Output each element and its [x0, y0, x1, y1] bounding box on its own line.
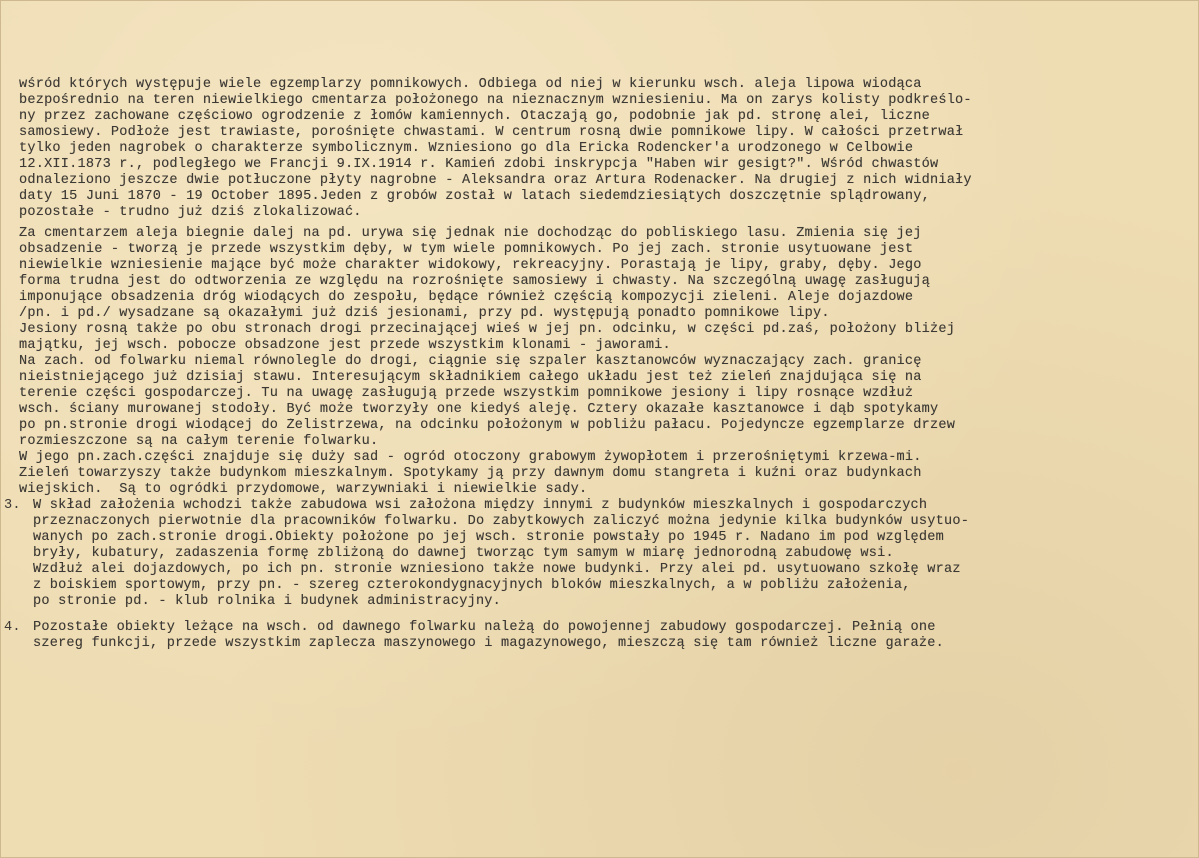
- text-line: bezpośrednio na teren niewielkiego cmentarza położonego na nieznacznym wzniesieniu. Ma on zarys kolisty podkreślo-: [19, 93, 972, 108]
- text-line: ny przez zachowane częściowo ogrodzenie z łomów kamiennych. Otaczają go, podobnie jak pd. stronę alei, liczne: [19, 109, 930, 124]
- paragraph-number: 3.: [4, 498, 21, 513]
- text-line: bryły, kubatury, zadaszenia formę zbliżoną do dawnej tworząc tym samym w miarę jednorodną zabudowę wsi.: [33, 546, 894, 561]
- paragraph-cemetery: [19, 77, 1191, 221]
- text-line: Wzdłuż alei dojazdowych, po ich pn. stronie wzniesiono także nowe budynki. Przy alei pd. usytuowano szkołę wraz: [33, 562, 961, 577]
- text-line: Za cmentarzem aleja biegnie dalej na pd. urywa się jednak nie dochodząc do pobliskiego lasu. Zmienia się jej: [19, 226, 922, 241]
- paragraph-greenery: [19, 226, 1191, 498]
- text-line: majątku, jej wsch. pobocze obsadzone jest przede wszystkim klonami - jaworami.: [19, 338, 671, 353]
- text-line: rozmieszczone są na całym terenie folwarku.: [19, 434, 379, 449]
- text-line: wiejskich. Są to ogródki przydomowe, warzywniaki i niewielkie sady.: [19, 482, 588, 497]
- text-line: Pozostałe obiekty leżące na wsch. od dawnego folwarku należą do powojennej zabudowy gospodarczej. Pełnią one: [33, 620, 936, 635]
- text-line: nieistniejącego już dzisiaj stawu. Interesującym składnikiem całego układu jest też zieleń znajdująca się na: [19, 370, 922, 385]
- text-line: imponujące obsadzenia dróg wiodących do zespołu, będące również częścią kompozycji zieleni. Aleje dojazdowe: [19, 290, 914, 305]
- text-line: z boiskiem sportowym, przy pn. - szereg czterokondygnacyjnych bloków mieszkalnych, a w pobliżu założenia,: [33, 578, 911, 593]
- text-line: Jesiony rosną także po obu stronach drogi przecinającej wieś w jej pn. odcinku, w części pd.zaś, położony bliżej: [19, 322, 956, 337]
- text-line: po stronie pd. - klub rolnika i budynek administracyjny.: [33, 594, 502, 609]
- text-line: niewielkie wzniesienie mające być może charakter widokowy, rekreacyjny. Porastają je lipy, graby, dęby. Jego: [19, 258, 922, 273]
- text-line: wanych po zach.stronie drogi.Obiekty położone po jej wsch. stronie powstały po 1945 r. Nadano im pod względem: [33, 530, 944, 545]
- text-line: samosiewy. Podłoże jest trawiaste, porośnięte chwastami. W centrum rosną dwie pomnikowe lipy. W całości przetrwał: [19, 125, 964, 140]
- text-line: terenie części gospodarczej. Tu na uwagę zasługują przede wszystkim pomnikowe jesiony i lipy rosnące wzdłuż: [19, 386, 914, 401]
- paragraph-village-buildings: [4, 498, 1191, 610]
- text-line: po pn.stronie drogi wiodącej do Żelistrzewa, na odcinku położonym w pobliżu pałacu. Pojedyncze egzemplarze drzew: [19, 418, 956, 433]
- text-line: tylko jeden nagrobek o charakterze symbolicznym. Wzniesiono go dla Ericka Rodencker'a urodzonego w Celbowie: [19, 141, 914, 156]
- document-body: [4, 77, 1191, 652]
- text-line: W jego pn.zach.części znajduje się duży sad - ogród otoczony grabowym żywopłotem i przerośniętymi krzewa-mi.: [19, 450, 922, 465]
- text-line: przeznaczonych pierwotnie dla pracowników folwarku. Do zabytkowych zaliczyć można jedynie kilka budynków usytuo-: [33, 514, 970, 529]
- text-line: wśród których występuje wiele egzemplarzy pomnikowych. Odbiega od niej w kierunku wsch. aleja lipowa wiodąca: [19, 77, 922, 92]
- text-line: /pn. i pd./ wysadzane są okazałymi już dziś jesionami, przy pd. występują ponadto pomnikowe lipy.: [19, 306, 830, 321]
- paragraph-number: 4.: [4, 620, 21, 635]
- text-line: pozostałe - trudno już dziś zlokalizować.: [19, 205, 362, 220]
- text-line: Zieleń towarzyszy także budynkom mieszkalnym. Spotykamy ją przy dawnym domu stangreta i kuźni oraz budynkach: [19, 466, 922, 481]
- text-line: odnaleziono jeszcze dwie potłuczone płyty nagrobne - Aleksandra oraz Artura Rodenacker. Na drugiej z nich widniały: [19, 173, 972, 188]
- text-line: wsch. ściany murowanej stodoły. Być może tworzyły one kiedyś aleję. Cztery okazałe kasztanowce i dąb spotykamy: [19, 402, 939, 417]
- text-line: daty 15 Juni 1870 - 19 October 1895.Jeden z grobów został w latach siedemdziesiątych doszczętnie splądrowany,: [19, 189, 930, 204]
- text-line: forma trudna jest do odtworzenia ze względu na rozrośnięte samosiewy i chwasty. Na szczególną uwagę zasługują: [19, 274, 930, 289]
- paragraph-other-objects: [4, 620, 1191, 652]
- text-line: 12.XII.1873 r., podległego we Francji 9.IX.1914 r. Kamień zdobi inskrypcja "Haben wir gesigt?". Wśród chwastów: [19, 157, 939, 172]
- text-line: W skład założenia wchodzi także zabudowa wsi założona między innymi z budynków mieszkalnych i gospodarczych: [33, 498, 928, 513]
- text-line: szereg funkcji, przede wszystkim zaplecza maszynowego i magazynowego, mieszczą się tam również liczne garaże.: [33, 636, 944, 651]
- text-line: obsadzenie - tworzą je przede wszystkim dęby, w tym wiele pomnikowych. Po jej zach. stronie usytuowane jest: [19, 242, 914, 257]
- text-line: Na zach. od folwarku niemal równolegle do drogi, ciągnie się szpaler kasztanowców wyznaczający zach. granicę: [19, 354, 922, 369]
